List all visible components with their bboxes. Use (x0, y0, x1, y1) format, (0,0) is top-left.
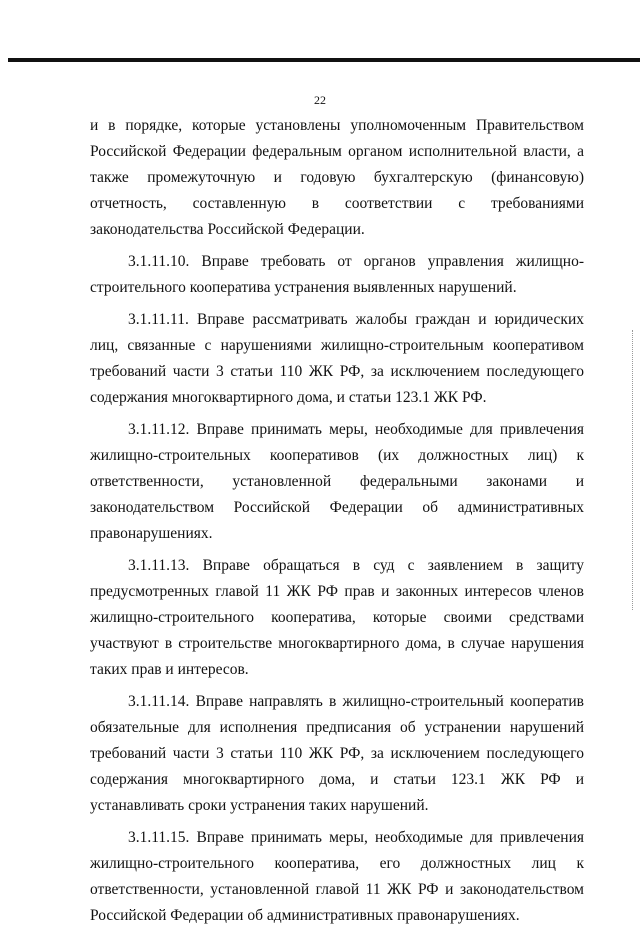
paragraph-continuation: и в порядке, которые установлены уполномоченным Правительством Российской Федерации федеральным органом исполнительной власти, а также промежуточную и годовую бухгалтерскую (финансовую) отчетность, составленную в соответствии с требованиями законодательства Российской Федерации. (90, 117, 584, 238)
scan-edge-specks (632, 330, 634, 610)
paragraph-3-1-11-10: 3.1.11.10. Вправе требовать от органов управления жилищно-строительного кооператива устранения выявленных нарушений. (90, 253, 584, 296)
page-number: 22 (314, 93, 326, 107)
paragraph-3-1-11-13: 3.1.11.13. Вправе обращаться в суд с заявлением в защиту предусмотренных главой 11 ЖК РФ прав и законных интересов членов жилищно-строительного кооператива, которые своими средствами участвуют в строительстве многоквартирного дома, в случае нарушения таких прав и интересов. (90, 557, 584, 678)
top-border-rule (8, 58, 640, 62)
paragraph-3-1-11-12: 3.1.11.12. Вправе принимать меры, необходимые для привлечения жилищно-строительных кооперативов (их должностных лиц) к ответственности, установленной федеральными законами и законодательством Российской Федерации об административных правонарушениях. (90, 421, 584, 542)
paragraph-3-1-11-11: 3.1.11.11. Вправе рассматривать жалобы граждан и юридических лиц, связанные с нарушениями жилищно-строительным кооперативом требований части 3 статьи 110 ЖК РФ, за исключением последующего содержания многоквартирного дома, и статьи 123.1 ЖК РФ. (90, 311, 584, 406)
document-body (90, 113, 584, 935)
paragraph-3-1-11-14: 3.1.11.14. Вправе направлять в жилищно-строительный кооператив обязательные для исполнения предписания об устранении нарушений требований части 3 статьи 110 ЖК РФ, за исключением последующего содержания многоквартирного дома, и статьи 123.1 ЖК РФ и устанавливать сроки устранения таких нарушений. (90, 693, 584, 814)
paragraph-3-1-11-15: 3.1.11.15. Вправе принимать меры, необходимые для привлечения жилищно-строительного кооператива, его должностных лиц к ответственности, установленной главой 11 ЖК РФ и законодательством Российской Федерации об административных правонарушениях. (90, 829, 584, 924)
